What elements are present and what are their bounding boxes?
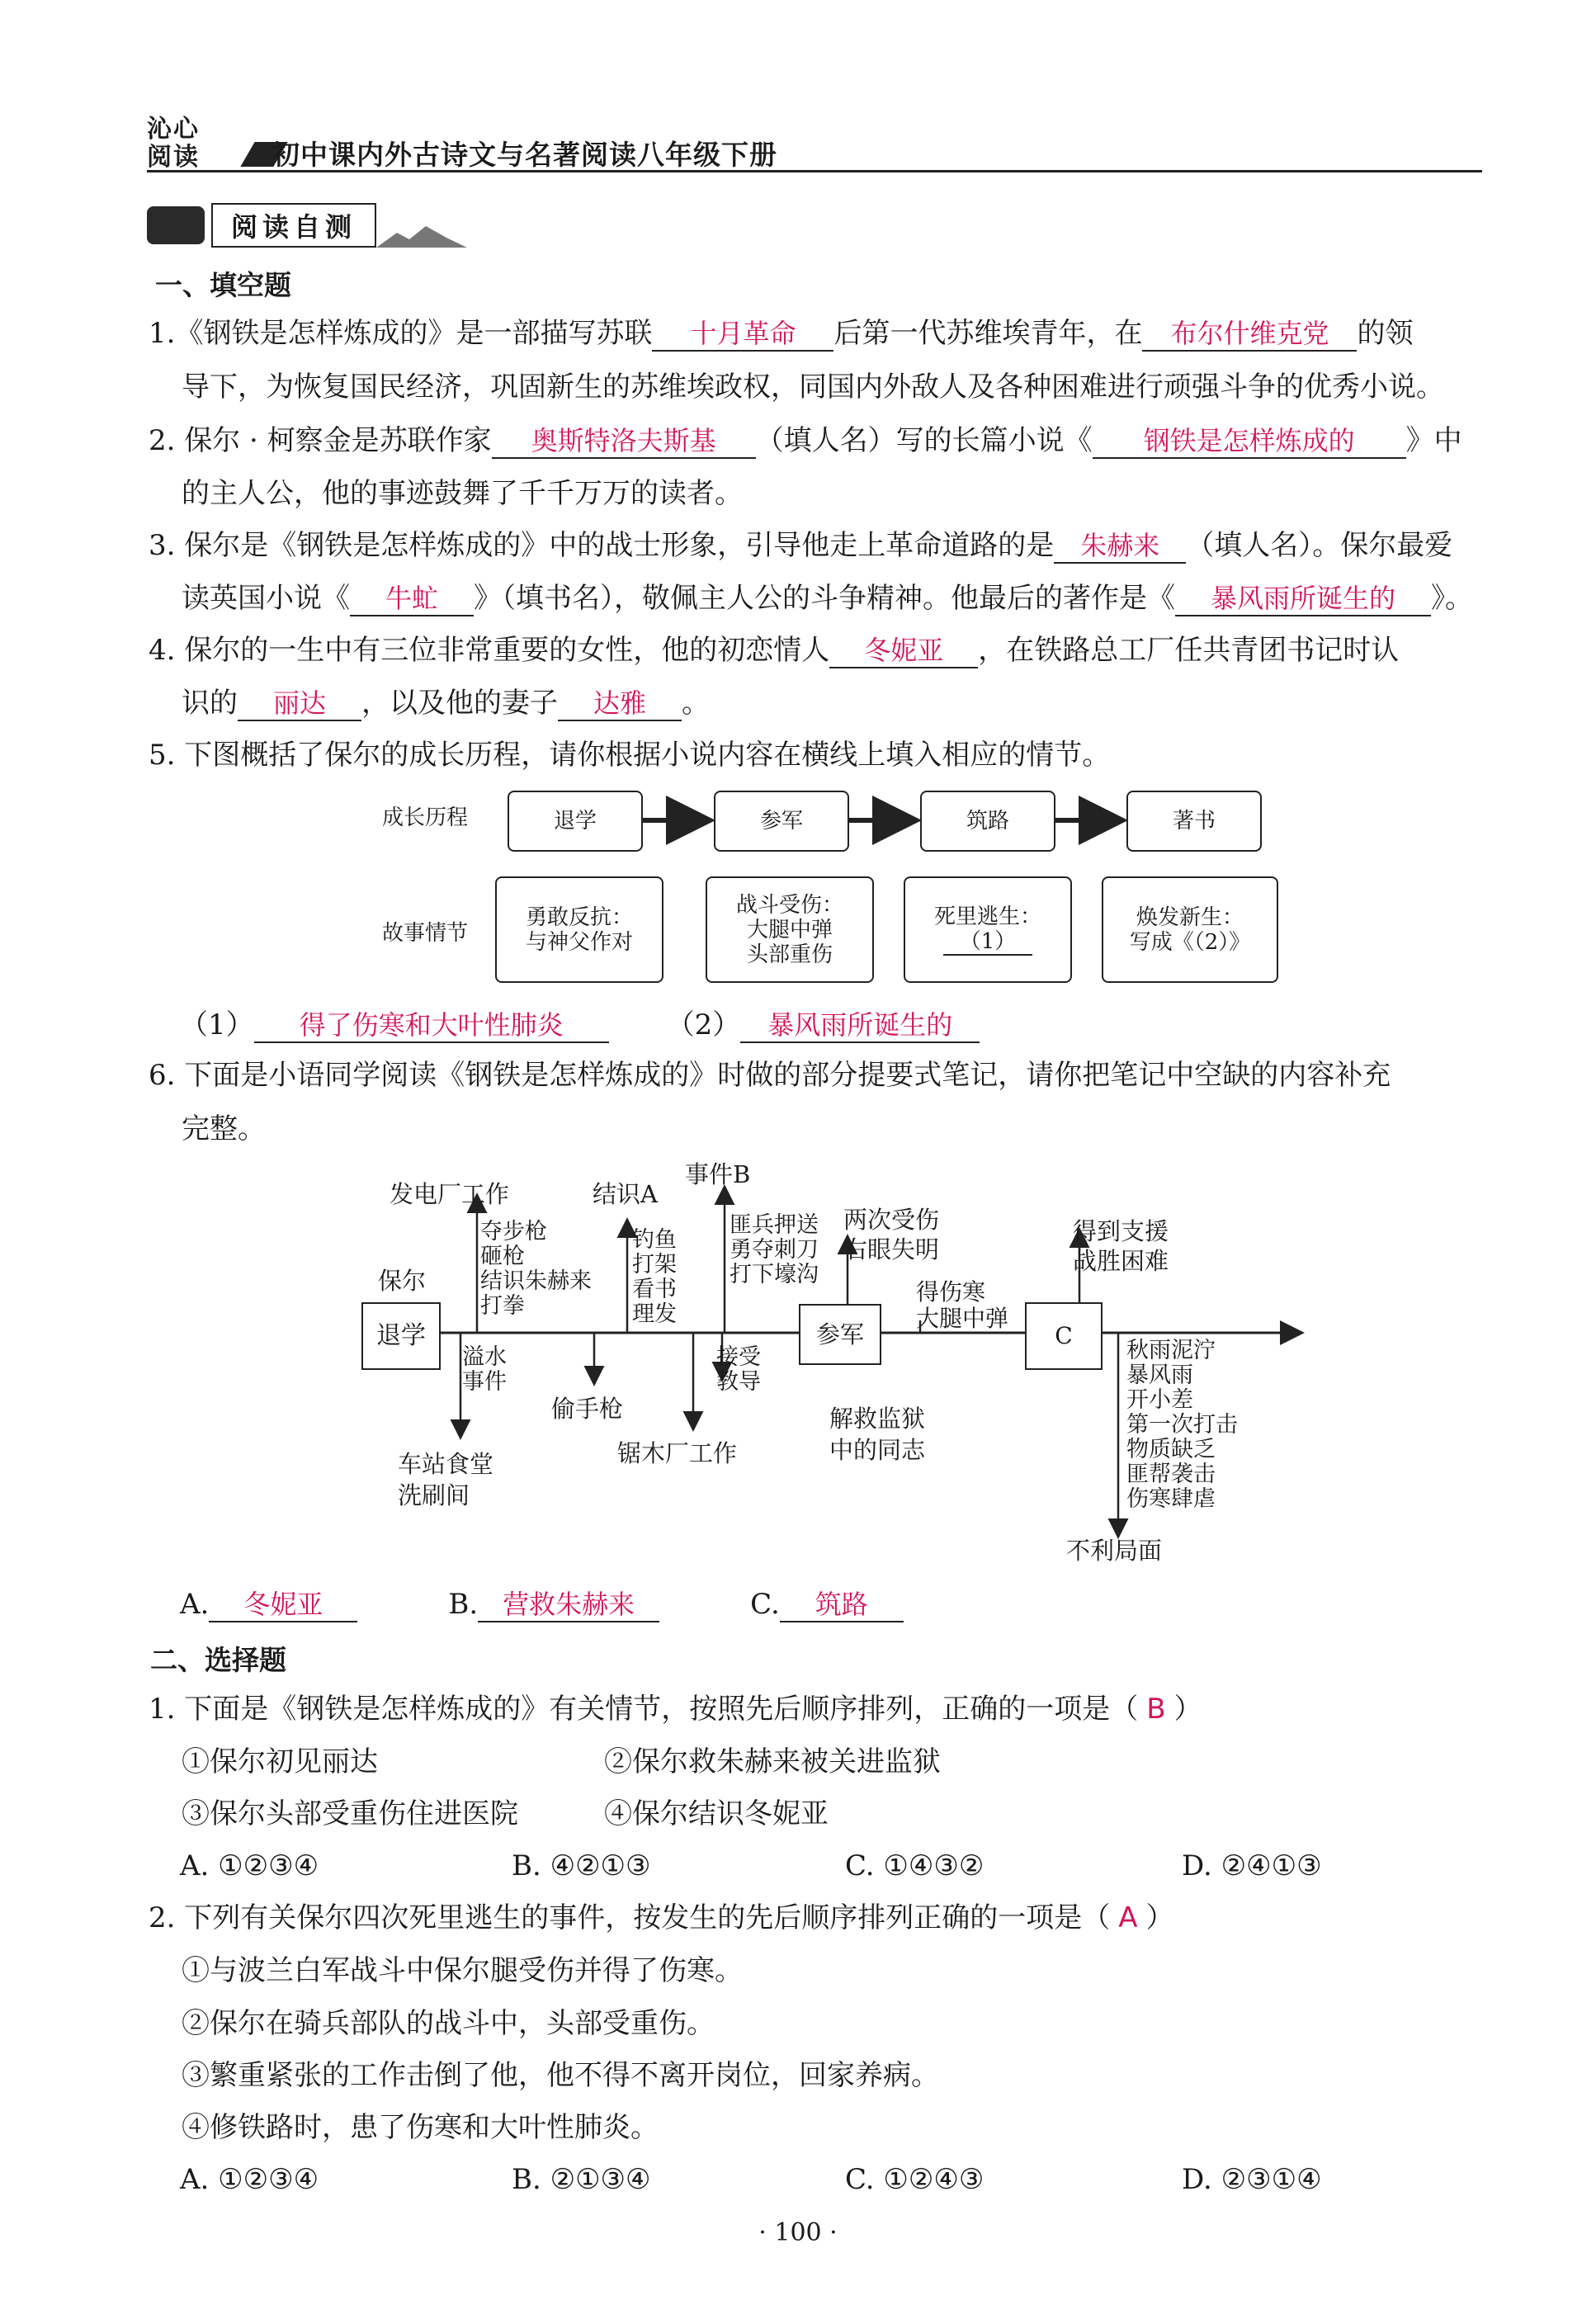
q6-answer-a: 冬妮亚 (209, 1588, 357, 1622)
q5-answer-2: 暴风雨所诞生的 (740, 1008, 980, 1043)
mountain-icon (376, 223, 467, 248)
node-feibing-list: 匪兵押送 勇夺刺刀 打下壕沟 (730, 1212, 819, 1287)
q1-line2: 导下，为恢复国民经济，巩固新生的苏维埃政权，同国内外敌人及各种困难进行顽强斗争的优秀小说。 (182, 371, 1444, 404)
q1-answer-2: 布尔什维克党 (1142, 317, 1357, 352)
q4-answer-3: 达雅 (558, 687, 682, 721)
p2-q2-option-d: D. ②③①④ (1182, 2163, 1322, 2196)
row-label-growth: 成长历程 (382, 805, 469, 830)
notes-diagram (355, 1155, 1320, 1584)
growth-flowchart (375, 784, 1283, 990)
node-tuixue-box: 退学 (361, 1302, 441, 1370)
node-jieshi-a: 结识A (593, 1180, 658, 1208)
q3-answer-3: 暴风雨所诞生的 (1175, 582, 1431, 616)
q4-answer-1: 冬妮亚 (829, 634, 978, 668)
node-shijian-b: 事件B (685, 1160, 751, 1188)
q1-answer-1: 十月革命 (652, 317, 833, 352)
p2-q1-item-3: ③保尔头部受重伤住进医院 (182, 1797, 518, 1830)
p2-q2-stem: 2. 下列有关保尔四次死里逃生的事件，按发生的先后顺序排列正确的一项是（ A ） (149, 1901, 1174, 1934)
q2-answer-2: 钢铁是怎样炼成的 (1093, 424, 1406, 459)
p2-q1-item-4: ④保尔结识冬妮亚 (604, 1797, 829, 1830)
section-badge (147, 203, 467, 248)
p2-q2-option-b: B. ②①③④ (512, 2163, 651, 2196)
section-badge-label: 阅读自测 (211, 203, 376, 248)
book-title: 初中课内外古诗文与名著阅读八年级下册 (272, 139, 777, 171)
p2-q1-option-b: B. ④②①③ (512, 1849, 651, 1882)
part2-title: 二、选择题 (150, 1644, 286, 1676)
logo-bottom: 阅读 (147, 143, 200, 172)
q3-line2: 读英国小说《 牛虻 》（填书名），敬佩主人公的斗争精神。他最后的著作是《 暴风雨所诞生的 》。 (182, 582, 1473, 615)
ink-blot-icon (147, 206, 205, 244)
plot-box-4: 焕发新生： 写成《（2）》 (1102, 876, 1278, 983)
p2-q2-option-a: A. ①②③④ (180, 2163, 319, 2196)
node-qiuyu-list: 秋雨泥泞 暴风雨 开小差 第一次打击 物质缺乏 匪帮袭击 伤寒肆虐 (1126, 1338, 1238, 1512)
q3-answer-1: 朱赫来 (1054, 529, 1186, 564)
node-liangci-list: 两次受伤 右眼失明 (843, 1206, 940, 1263)
q4-line2: 识的 丽达 ，以及他的妻子 达雅 。 (182, 687, 710, 720)
p2-q2-answer: A (1118, 1901, 1138, 1934)
stage-box-4: 著书 (1126, 791, 1262, 852)
node-deshanghan-list: 得伤寒 大腿中弹 (916, 1278, 1009, 1332)
p2-q2-item-4: ④修铁路时，患了伤寒和大叶性肺炎。 (182, 2111, 659, 2144)
p2-q1-option-a: A. ①②③④ (180, 1849, 319, 1882)
node-jieshou-list: 接受 教导 (716, 1344, 761, 1395)
page-number: · 100 · (758, 2218, 838, 2247)
plot-box-2: 战斗受伤： 大腿中弹 头部重伤 (706, 876, 874, 983)
q2-line2: 的主人公，他的事迹鼓舞了千千万万的读者。 (182, 477, 743, 510)
p2-q1-answer: B (1146, 1693, 1166, 1726)
p2-q1-option-d: D. ②④①③ (1182, 1849, 1322, 1882)
q6-answer-c: 筑路 (780, 1588, 904, 1622)
plot-box-3: 死里逃生： （1） (904, 876, 1072, 983)
node-baoer: 保尔 (378, 1267, 427, 1295)
node-diaoyu-list: 钓鱼 打架 看书 理发 (632, 1227, 677, 1327)
q2-line1: 2. 保尔 · 柯察金是苏联作家 奥斯特洛夫斯基 （填人名）写的长篇小说《 钢铁是怎样炼成的 》中 (149, 424, 1462, 457)
q4-line1: 4. 保尔的一生中有三位非常重要的女性，他的初恋情人 冬妮亚 ，在铁路总工厂任共青团书记时认 (149, 634, 1400, 667)
node-toushouqiang: 偷手枪 (551, 1395, 624, 1423)
node-canjun-box: 参军 (799, 1304, 881, 1365)
row-label-plot: 故事情节 (382, 921, 469, 946)
q6-text-line1: 6. 下面是小语同学阅读《钢铁是怎样炼成的》时做的部分提要式笔记，请你把笔记中空缺的内容补充 (149, 1059, 1391, 1092)
q6-answers: A. 冬妮亚 B. 营救朱赫来 C. 筑路 (180, 1588, 904, 1622)
q1-line1: 1.《钢铁是怎样炼成的》是一部描写苏联 十月革命 后第一代苏维埃青年，在 布尔什维克党 的领 (149, 317, 1414, 350)
q3-answer-2: 牛虻 (350, 582, 474, 616)
header-rule (147, 170, 1482, 172)
q5-answer-1: 得了伤寒和大叶性肺炎 (254, 1008, 609, 1043)
p2-q1-item-1: ①保尔初见丽达 (182, 1745, 378, 1778)
node-jiejiu-list: 解救监狱 中的同志 (829, 1405, 926, 1464)
p2-q2-item-3: ③繁重紧张的工作击倒了他，他不得不离开岗位，回家养病。 (182, 2059, 939, 2092)
stage-box-2: 参军 (714, 791, 849, 852)
node-yishui-list: 溢水 事件 (462, 1344, 507, 1395)
stage-box-1: 退学 (508, 791, 643, 852)
node-buli: 不利局面 (1066, 1537, 1163, 1565)
p2-q1-stem: 1. 下面是《钢铁是怎样炼成的》有关情节，按照先后顺序排列，正确的一项是（ B ） (149, 1693, 1202, 1726)
q4-answer-2: 丽达 (238, 687, 361, 721)
q5-text: 5. 下图概括了保尔的成长历程，请你根据小说内容在横线上填入相应的情节。 (149, 739, 1111, 772)
logo-top: 沁心 (147, 115, 200, 144)
plot-box-1: 勇敢反抗： 与神父作对 (495, 876, 663, 983)
q3-line1: 3. 保尔是《钢铁是怎样炼成的》中的战士形象，引导他走上革命道路的是 朱赫来 （填人名）。保尔最爱 (149, 529, 1453, 562)
p2-q2-item-1: ①与波兰白军战斗中保尔腿受伤并得了伤寒。 (182, 1954, 743, 1987)
stage-box-3: 筑路 (920, 791, 1055, 852)
node-duo-list: 夺步枪 砸枪 结识朱赫来 打拳 (480, 1219, 592, 1319)
node-chezhan-list: 车站食堂 洗刷间 (398, 1450, 494, 1509)
node-jumuchang: 锯木厂工作 (617, 1439, 738, 1467)
p2-q1-item-2: ②保尔救朱赫来被关进监狱 (604, 1745, 941, 1778)
node-dedao-list: 得到支援 战胜困难 (1073, 1217, 1169, 1275)
q6-answer-b: 营救朱赫来 (478, 1588, 659, 1622)
series-logo (147, 116, 200, 172)
q5-answers: （1） 得了伤寒和大叶性肺炎 （2） 暴风雨所诞生的 (180, 1008, 980, 1043)
p2-q1-option-c: C. ①④③② (845, 1849, 985, 1882)
p2-q2-item-2: ②保尔在骑兵部队的战斗中，头部受重伤。 (182, 2007, 715, 2040)
q6-text-line2: 完整。 (182, 1112, 266, 1145)
node-fadianchang: 发电厂工作 (390, 1180, 510, 1208)
node-c-box: C (1025, 1302, 1103, 1370)
part1-title: 一、填空题 (155, 269, 291, 301)
p2-q2-option-c: C. ①②④③ (845, 2163, 985, 2196)
q2-answer-1: 奥斯特洛夫斯基 (492, 424, 756, 459)
